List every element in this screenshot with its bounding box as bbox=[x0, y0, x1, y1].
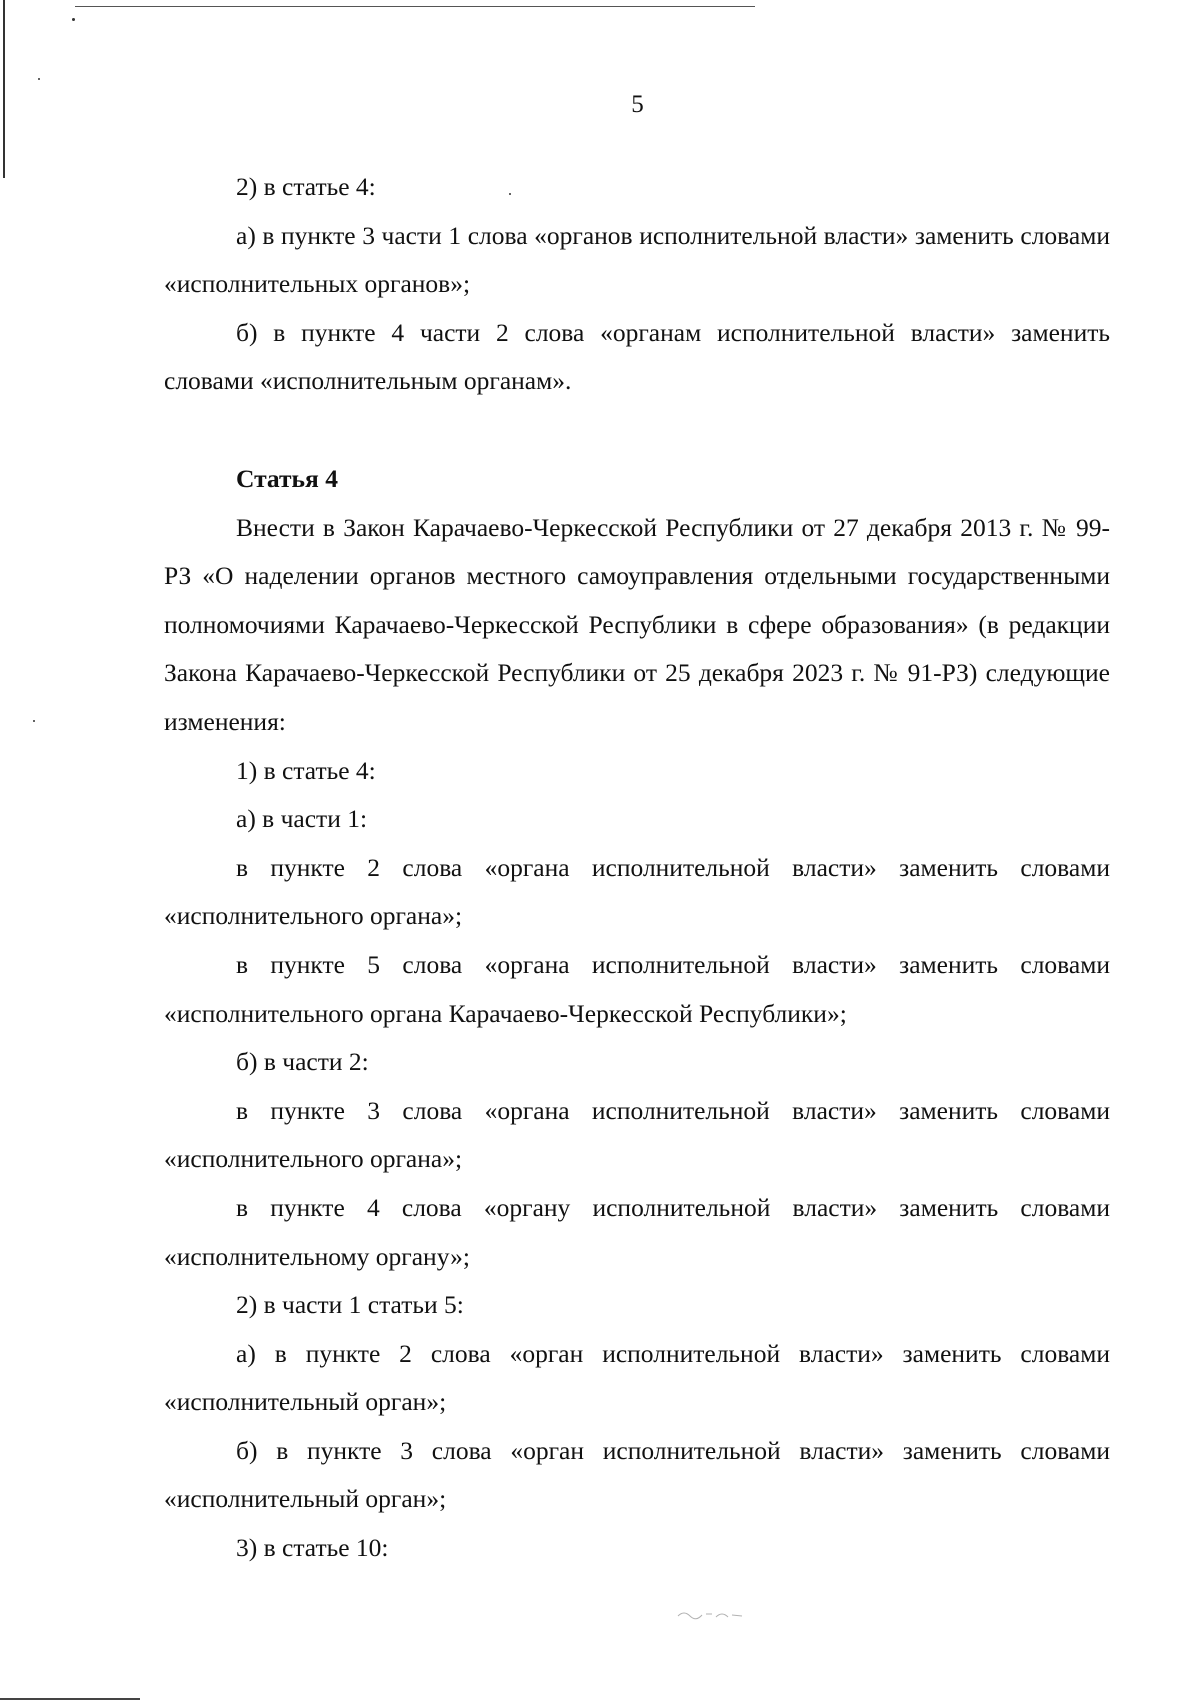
list-item: 1) в статье 4: bbox=[236, 755, 376, 785]
list-item: б) в пункте 3 слова «орган исполнительной власти» заменить словами «исполнительный орган»; bbox=[164, 1435, 1110, 1514]
list-item: в пункте 4 слова «органу исполнительной власти» заменить словами «исполнительному органу»; bbox=[164, 1192, 1110, 1271]
list-item: в пункте 5 слова «органа исполнительной власти» заменить словами «исполнительного органа Карачаево-Черкесской Республики»; bbox=[164, 949, 1110, 1028]
article-intro-paragraph: Внести в Закон Карачаево-Черкесской Республики от 27 декабря 2013 г. № 99-РЗ «О наделении органов местного самоуправления отдельными государственными полномочиями Карачаево-Черкесской Республики в сфере образования» (в редакции Закона Карачаево-Черкесской Республики от 25 декабря 2023 г. № 91-РЗ) следующие изменения: bbox=[164, 512, 1110, 736]
list-item: в пункте 3 слова «органа исполнительной власти» заменить словами «исполнительного органа»; bbox=[164, 1095, 1110, 1174]
scan-edge-line-left bbox=[3, 0, 5, 178]
article-heading: Статья 4 bbox=[236, 464, 338, 493]
list-item: в пункте 2 слова «органа исполнительной власти» заменить словами «исполнительного органа»; bbox=[164, 852, 1110, 931]
scan-edge-line-top bbox=[75, 6, 755, 7]
page-number: 5 bbox=[631, 91, 644, 118]
list-item: б) в части 2: bbox=[236, 1047, 369, 1077]
list-item: 2) в части 1 статьи 5: bbox=[236, 1290, 464, 1320]
scan-edge-line-bottom bbox=[0, 1698, 140, 1700]
paragraph: 2) в статье 4: bbox=[236, 172, 376, 201]
paragraph: а) в пункте 3 части 1 слова «органов исполнительной власти» заменить словами «исполнительных органов»; bbox=[164, 220, 1110, 299]
list-item: а) в части 1: bbox=[236, 804, 368, 834]
section-continuation bbox=[164, 163, 1110, 406]
paragraph: б) в пункте 4 части 2 слова «органам исполнительной власти» заменить словами «исполнительным органам». bbox=[164, 317, 1110, 396]
scan-smudge-mark bbox=[676, 1608, 746, 1622]
list-item: а) в пункте 2 слова «орган исполнительной власти» заменить словами «исполнительный орган»; bbox=[164, 1338, 1110, 1417]
scan-speck bbox=[33, 720, 35, 722]
list-item: 3) в статье 10: bbox=[236, 1533, 389, 1563]
article-4 bbox=[164, 455, 1110, 1573]
scan-speck bbox=[72, 18, 75, 21]
scan-speck bbox=[38, 78, 40, 80]
